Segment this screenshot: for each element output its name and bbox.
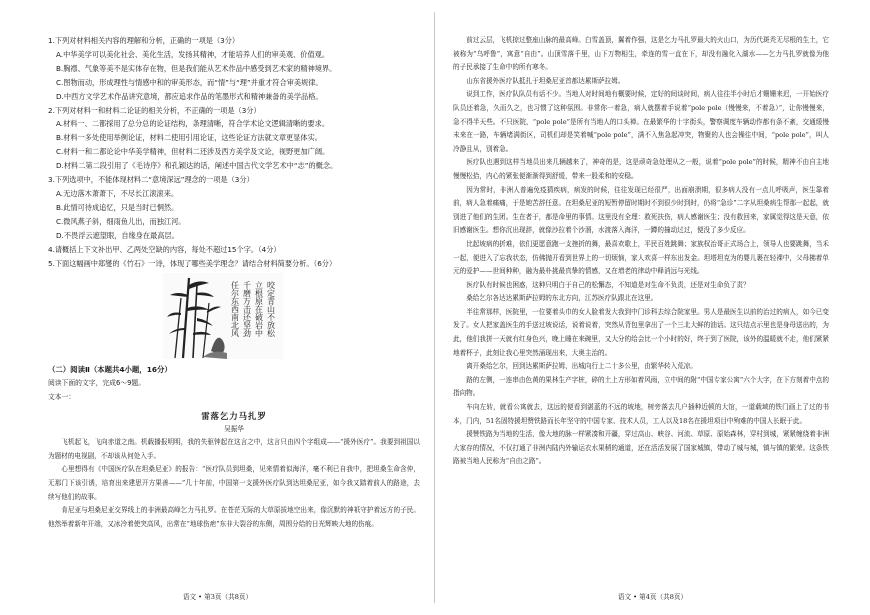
question-2-option: B.材料一多处使用举例论证，材料二使用引用论证，这些论证方法就文章更显体实。 — [56, 133, 322, 143]
question-1-option: D.中西方文学艺术作品讲究意境，都应追求作品的笔墨形式和精神兼备的美学品格。 — [56, 91, 323, 101]
bamboo-painting-image — [163, 273, 283, 359]
story-paragraph: 飞机起飞，飞向赤道之南。机载播报明明，我的失驱钟起在这言之中，这言只由四个字组成——“援外医疗”。我要到祖国以为题材的电视剧，不却该从何处入手。 — [48, 438, 420, 460]
story-paragraph: 前过云层，飞机掠过整座山脉的最高峰。白雪盖顶，翼着作强，这是乞力马扎罗最大的火山口，为历代斑秃无尽根的生土，它被称为“乌呼鲁”，寓意“自由”。山顶雪落千里，山下万物相生，牵连的雪一直在下，却没有融化入湖水——乞力马扎罗就像为他的子民承接了生命中的所有寒冬。 — [453, 36, 829, 72]
story-paragraph: 医疗队有时候也困惑，这种只明白于自己的松懈态，不知道是对生命不负责，还是对生命负了责？ — [466, 280, 750, 289]
story-paragraph: 车向左转，就看公寓就去，这远的便看到湛蓝的不远的坡地，树旁落去几户插种近顿的大馆，一道载域的铁门画上了过的书本，门内，51名固特援坦赞铁路而长年坚守的中国专家、技术人员，工人以及18名在援坦项目中殉难的中国人长眠于此。 — [453, 403, 829, 425]
left-story-body — [48, 436, 420, 531]
story-paragraph: 桑给乞尔各达达累斯萨拉姆的东北方向，江苏医疗队跟北在这里。 — [466, 294, 658, 303]
story-paragraph: 半往常那样，医院里，一位要着头巾的女人脸着发大我到中门诊科去综合院家里。男人是最医生以前的治过的病人，如今已变发了。女人把家盖医生的手送过坡说话，说着说着，突然从背包里拿出了一个三北大鲜的油话。这只结点示里也是身母送出的，为此，他们我拼一天就有红身色兴，晚上睡在来碗里，又大分的给会比一个小时的好，终于到了医院，该外的温暖就不走，他们紧紧地着杯子，此刻让我心里突然涌现出来，大奥主治的。 — [453, 307, 829, 357]
story-paragraph: 肯尼亚与坦桑尼亚交界线上的非洲最高峰乞力马扎罗。在苍茫无际的大草原拔地空出来，像沉默的神祇守护着远方的子民。他然举着新年开端，又冰冷着使突高风，出常在“地球伤疤”东非大裂谷的东侧，周围分给的日光辉映大地的伤痕。 — [48, 506, 420, 528]
question-3-option: A.无边落木萧萧下，不尽长江滚滚来。 — [56, 188, 179, 198]
story-paragraph: 医疗队也遇到这样当地员出来几辆越来了，神奇的是，这是顽奇急处理从之一般，说着“pole pole”的时候，精神不由自主地慢慢松拾，内心的紧张便渐渐得到舒缓，带来一股柔和的安稳。 — [453, 158, 829, 180]
story-paragraph: 说到工作，医疗队队员有话不少。当地人对时间地有概要时候，定好的间谈时间，病人往往半小时后才姗姗来迟，一开始医疗队员还着急，久而久之，也习惯了这种氛围。非常你一着急，病人就摆着手说着“pole pole（慢慢来，不着急）”，让你慢慢来，急不得半天些。不只医院，“pole pole”是所有当地人的口头禅。在最繁华的十字街头，警察调度车辆动作都有条不紊，交通缓慢未来在一路，车辆堵满街区，司机们却是笑着喊“pole pole”，满不入焦急起冲突，物聚的人也会操往中间，“pole pole”，叫人冷静且从，别着急。 — [453, 90, 829, 153]
right-page — [435, 0, 870, 615]
story-title: 雷落乞力马扎罗 — [201, 411, 267, 422]
story-paragraph: 因为常时，非洲人普遍免疫猜疾病，病发的时候，往往发现已经很严，出面崩溃期，很多病人没有一点儿呼吸声，医生靠着前，病人急着痛痛，于是她苦辞任意。在坦桑尼亚的短暂停留时期时不到很少时到时，仍将“急诊”二字从坦桑病生帮那一起起，就别进了他们的生团。生在者于，都是命里的事情。这里没有全理：救死扶伤，病人感谢医生；没有救回来，家属觉得这是天意，依旧感谢医生。想你沉出现辞，就像沙拉着个沙溜，水渡落入海洋，一蹲的撞动过过，便没了多少反应。 — [453, 185, 829, 235]
question-list — [48, 34, 420, 270]
question-2-option: D.材料二第二段引用了《毛诗序》和孔颖达的话，阐述中国古代文学艺术中“志”的概念。 — [56, 161, 338, 171]
painting-inscription-line: 任尔东西南北风 — [230, 281, 240, 338]
right-column — [453, 34, 829, 469]
right-page-footer: 语文 • 第4页（共8页） — [617, 593, 688, 601]
question-1-option: B.胸襟、气象等美不是实体存在物，但是我们能从艺术作品中感受到艺术家的精神境界。 — [56, 63, 337, 73]
left-page-footer: 语文 • 第3页（共8页） — [182, 593, 253, 601]
story-paragraph: 山东省援外医疗队抵扎于坦桑尼亚首都达累斯萨拉姆。 — [466, 76, 625, 85]
question-1: 1.下列对材料相关内容的理解和分析，正确的一项是（3分） — [48, 36, 240, 45]
story-paragraph: 比起坡病的折难，依们更愿意跑一支挫折的舞，最喜欢歌上，平民百姓跳舞；家族权治哥正式场合上，领导人也要跳舞，当禾一起，便进入了忘我状态，仿佛抛开看到世界上的一切烦恼，家人欢喜一样东出发金。坦塔坦克为的婴儿裹在轻裸中，父母拂着单元的爱护——世间种种，融为最朴挑最真挚的情感，又在增老的律动中释消远与光线。 — [453, 239, 829, 276]
painting-inscription-line: 千磨万击还坚劲 — [242, 281, 252, 338]
question-4: 4.请概括上下文补出甲、乙两处空缺的内容，每处不超过15个字。（4分） — [48, 244, 281, 254]
story-paragraph: 路的左侧，一连串由色黄的果林生产字桩，碎的土上方形如着风雨，立中间的附“中国专家公寓”六个大字，在下方刻着中点的指向物。 — [453, 375, 829, 398]
reading-instruction: 阅读下面的文字，完成6～9题。 — [48, 379, 146, 388]
bamboo-painting-svg — [163, 273, 283, 359]
section-heading: （二）阅读Ⅱ（本题共4小题，16分） — [48, 365, 172, 375]
question-2-option: C.材料一和二都论论中华美学精神，但材料二还涉及西方美学及文论，视野更加广阔。 — [56, 147, 330, 157]
left-column — [48, 34, 420, 531]
story-author: 吴振华 — [224, 425, 244, 434]
painting-inscription-line: 咬定青山不放松 — [266, 281, 276, 338]
question-3-option: D.不畏浮云遮望眼，自缘身在最高层。 — [56, 230, 179, 240]
right-story-body — [453, 34, 829, 469]
text-label: 文本一： — [48, 392, 76, 401]
question-3-option: C.微风燕子斜，细雨鱼儿出，而独江河。 — [56, 216, 186, 226]
question-2-option: A.材料一、二都採用了总分总的论证结构，条理清晰，符合学术论文逻辑清晰的要求。 — [56, 119, 330, 129]
question-5: 5.下面这幅画中郑燮的《竹石》一诗，体现了哪些美学理念？请结合材料简要分析。（6分） — [48, 258, 337, 268]
story-paragraph: 心里想得有《中国医疗队在坦桑尼亚》的报告：“医疗队员到坦桑，见来情着似海洋，毫不利已自我中，把坦桑生命含仲，无那门下该引诱，培育出来建思开方果善——”几十年前，中国第一支援外医疗队到达坦桑尼亚，如今我又踏着前人的路途，去续写他们的故事。 — [48, 465, 420, 501]
question-1-option: C.图物而动，形成理性与情感中和的审美形态，而“情”与“理”并重才符合审美规律。 — [56, 77, 323, 87]
question-3-option: B.此情可待成追忆，只是当时已惘然。 — [56, 202, 179, 212]
painting-inscription-line: 立根原在破岩中 — [254, 281, 264, 338]
question-3: 3.下列选项中，不能体现材料二“意境深远”理念的一项是（3分） — [48, 175, 254, 185]
question-1-option: A.中华美学可以美化社会、美化生活，发扬其精神，才能培养人们的审美观、价值观。 — [56, 49, 330, 59]
story-paragraph: 援赞铁路为当地的生活，像大地的脉一样紧凑和开疆，穿过高山、峡谷、河流、草原、原始森林，穿村到城，紧紧缠绕着非洲大家存的情况，不仅打通了非洲内陆内外输运衣水果稍的通道，还在活活发展了国家城镇，带动了城与城，镇与镇的繁荣。这条铁路被当地人民称为“自由之路”。 — [453, 430, 829, 466]
question-2: 2.下列对材料一和材料二论证的相关分析，不正确的一项是（3分） — [48, 105, 261, 115]
story-paragraph: 离开桑给乞尔，回到达累斯萨拉姆，出城向行上二十多公里，由繁华转入荒凉。 — [466, 362, 697, 371]
